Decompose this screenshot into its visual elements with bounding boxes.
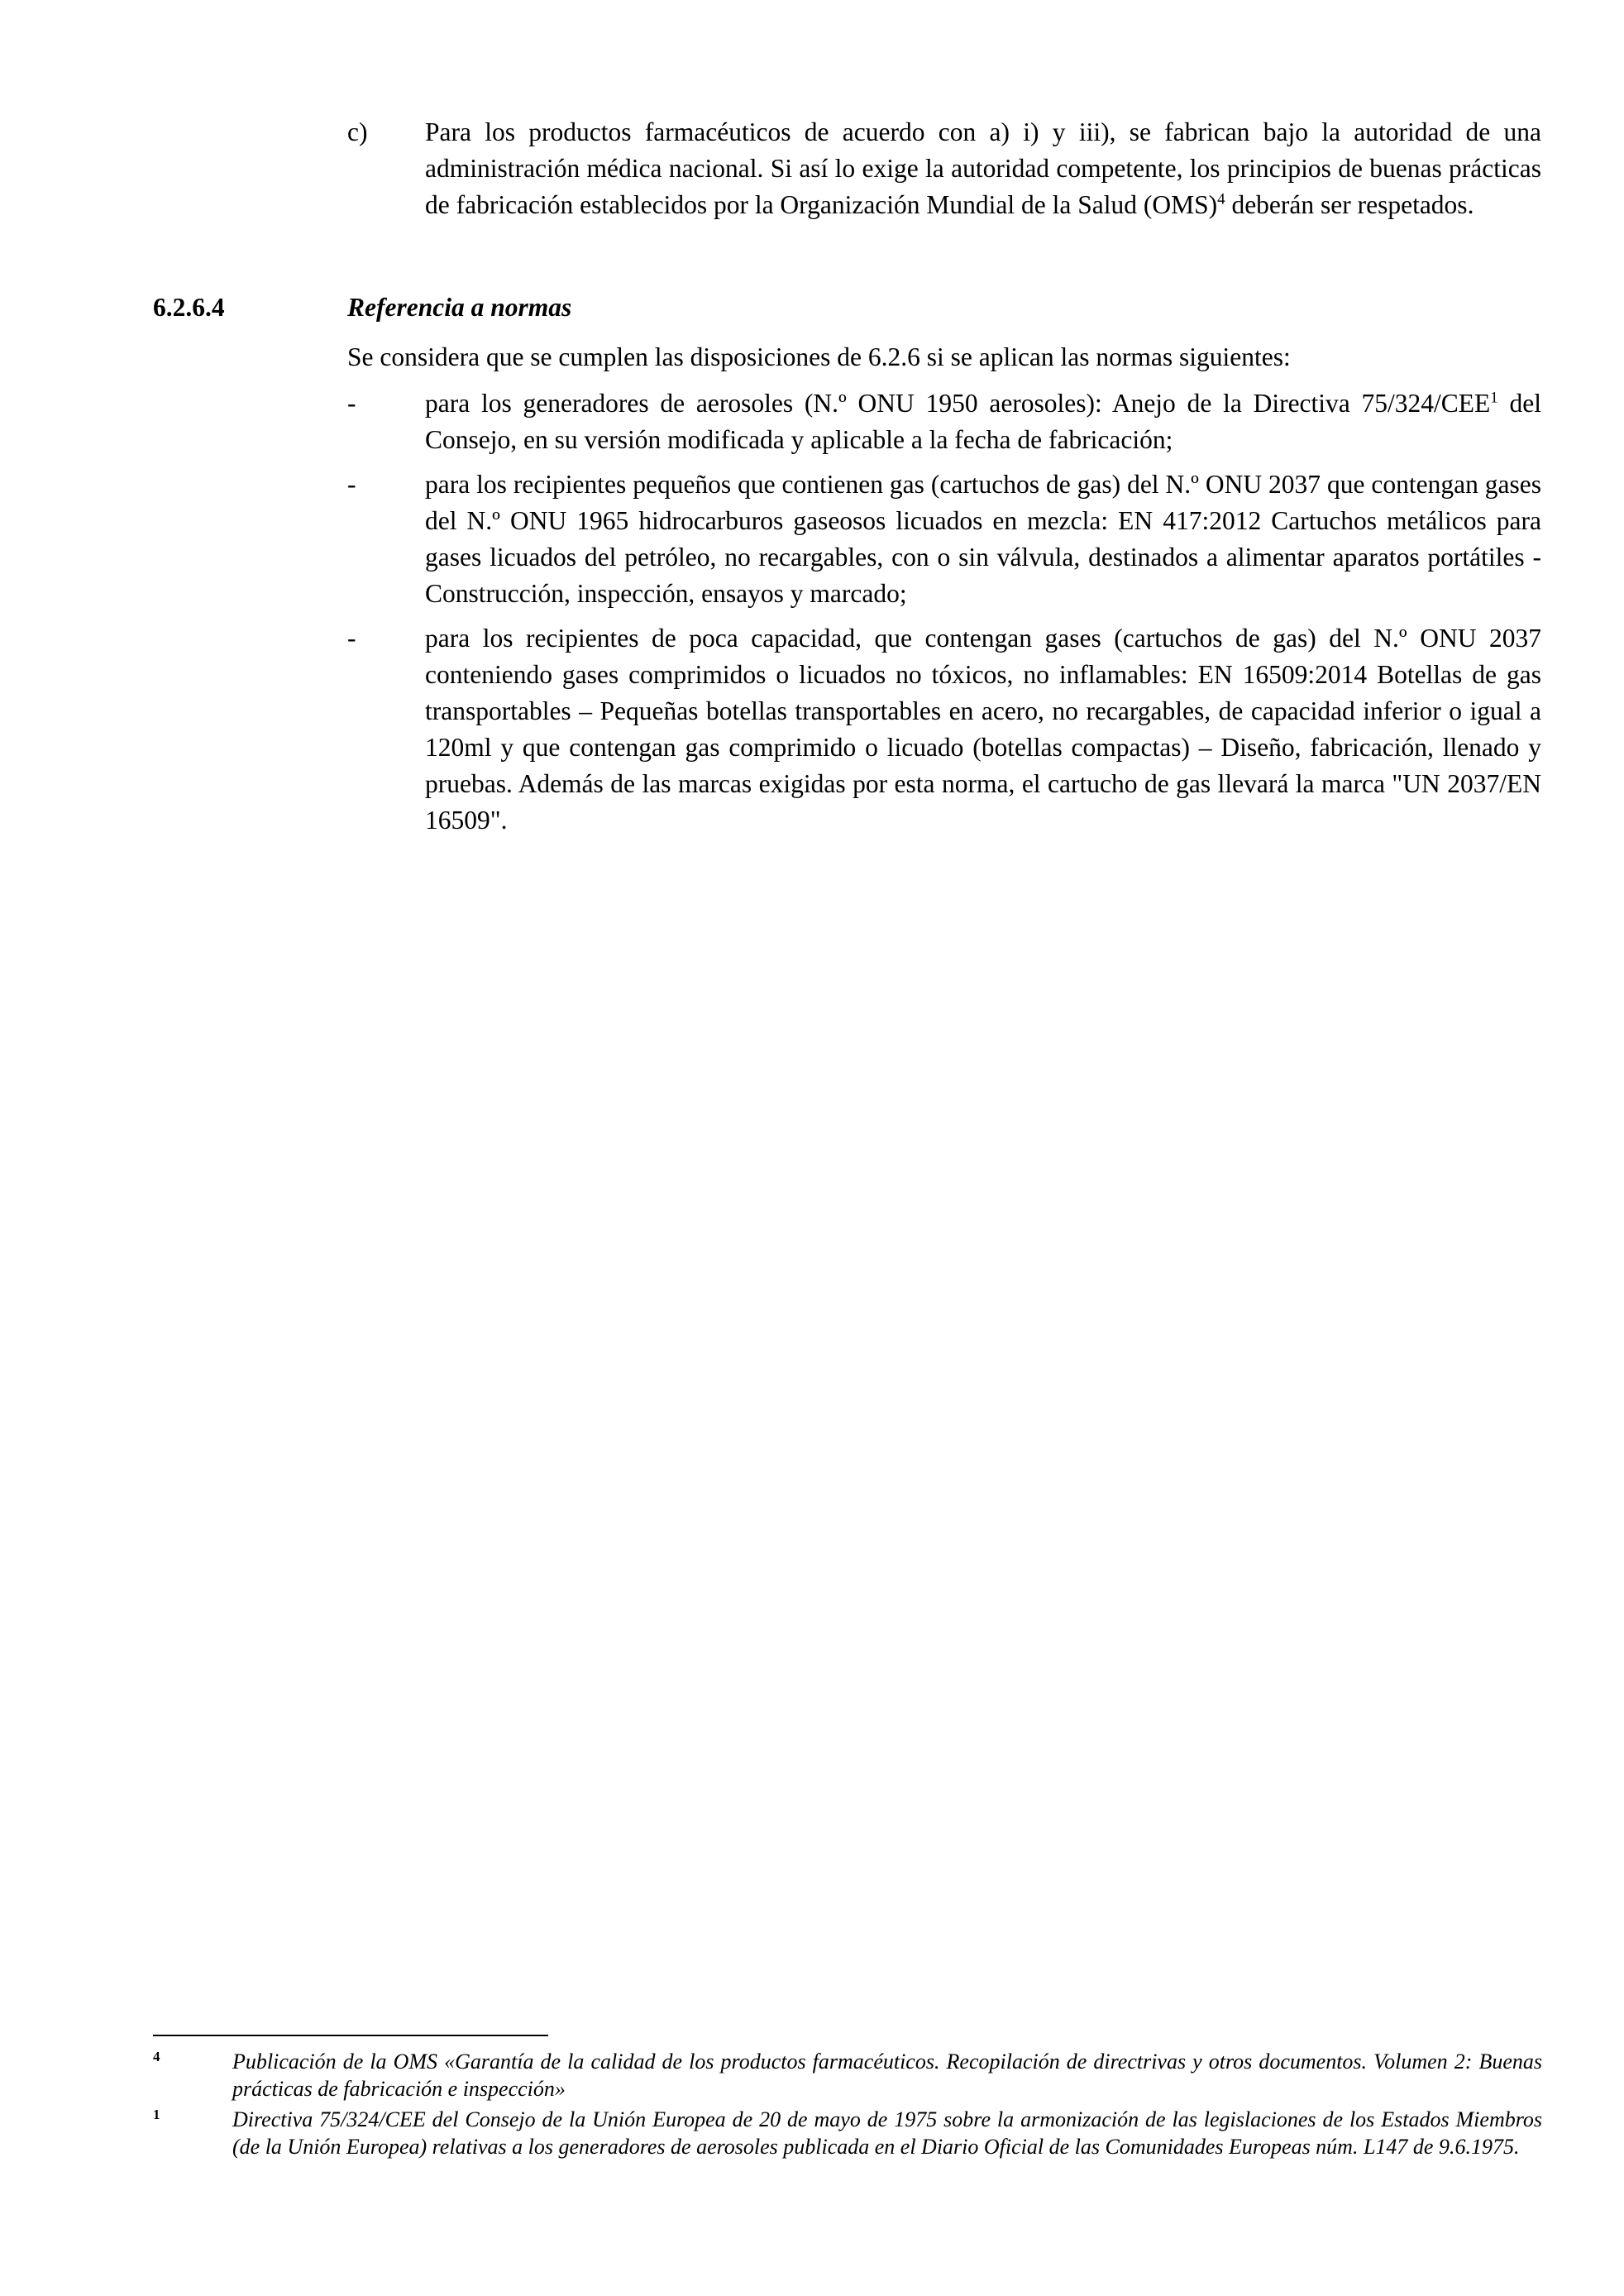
list-item-1-tail: del Consejo, en su versión modificada y aplicable a la fecha de fabricación; [425,389,1541,454]
list-item-1-main: para los generadores de aerosoles (N.º ONU 1950 aerosoles): Anejo de la Directiva 75/324/CEE [425,389,1491,418]
list-dash: - [347,389,356,418]
footnote-text: Directiva 75/324/CEE del Consejo de la Unión Europea de 20 de mayo de 1975 sobre la armonización de las legislaciones de los Estados Miembros (de la Unión Europea) relativas a los generadores de aerosoles publicada en el Diario Oficial de las Comunidades Europeas núm. L147 de 9.6.1975. [232,2107,1542,2159]
list-item-text: para los recipientes de poca capacidad, que contengan gases (cartuchos de gas) del N.º ONU 2037 conteniendo gases comprimidos o licuados no tóxicos, no inflamables: EN 16509:2014 Botellas de gas transportables – Pequeñas botellas transportables en acero, no recargables, de capacidad inferior o igual a 120ml y que contengan gas comprimido o licuado (botellas compactas) – Diseño, fabricación, llenado y pruebas. Además de las marcas exigidas por esta norma, el cartucho de gas llevará la marca "UN 2037/EN 16509". [425,624,1541,835]
footnotes [153,2048,1542,2164]
intro-paragraph: Se considera que se cumplen las disposiciones de 6.2.6 si se aplican las normas siguientes: [347,342,1291,371]
list-item [347,385,1541,458]
footnote [153,2106,1542,2160]
list-dash: - [347,624,356,653]
list-item [347,620,1541,839]
footnote-ref-4: 4 [1217,190,1225,208]
list-item-text [425,385,1541,458]
paragraph-c-tail: deberán ser respetados. [1225,190,1474,219]
footnote-ref-1: 1 [1490,389,1498,407]
footnote-mark: 1 [153,2107,160,2122]
footnote-text: Publicación de la OMS «Garantía de la calidad de los productos farmacéuticos. Recopilación de directrivas y otros documentos. Volumen 2: Buenas prácticas de fabricación e inspección» [232,2050,1542,2101]
footnote [153,2048,1542,2102]
list-item [347,466,1541,612]
standards-list [347,385,1541,847]
paragraph-c [347,114,1541,223]
list-item-text: para los recipientes pequeños que contienen gas (cartuchos de gas) del N.º ONU 2037 que contengan gases del N.º ONU 1965 hidrocarburos gaseosos licuados en mezcla: EN 417:2012 Cartuchos metálicos para gases licuados del petróleo, no recargables, con o sin válvula, destinados a alimentar aparatos portátiles - Construcción, inspección, ensayos y marcado; [425,470,1541,608]
list-dash: - [347,470,356,499]
section-heading [153,289,1542,326]
paragraph-c-label: c) [347,117,368,146]
section-number: 6.2.6.4 [153,293,225,322]
footnote-divider [153,2035,548,2036]
paragraph-c-main: Para los productos farmacéuticos de acuerdo con a) i) y iii), se fabrican bajo la autoridad de una administración médica nacional. Si así lo exige la autoridad competente, los principios de buenas prácticas de fabricación establecidos por la Organización Mundial de la Salud (OMS) [425,117,1541,219]
paragraph-c-text [425,114,1541,223]
section-title: Referencia a normas [347,293,572,322]
footnote-mark: 4 [153,2049,160,2064]
